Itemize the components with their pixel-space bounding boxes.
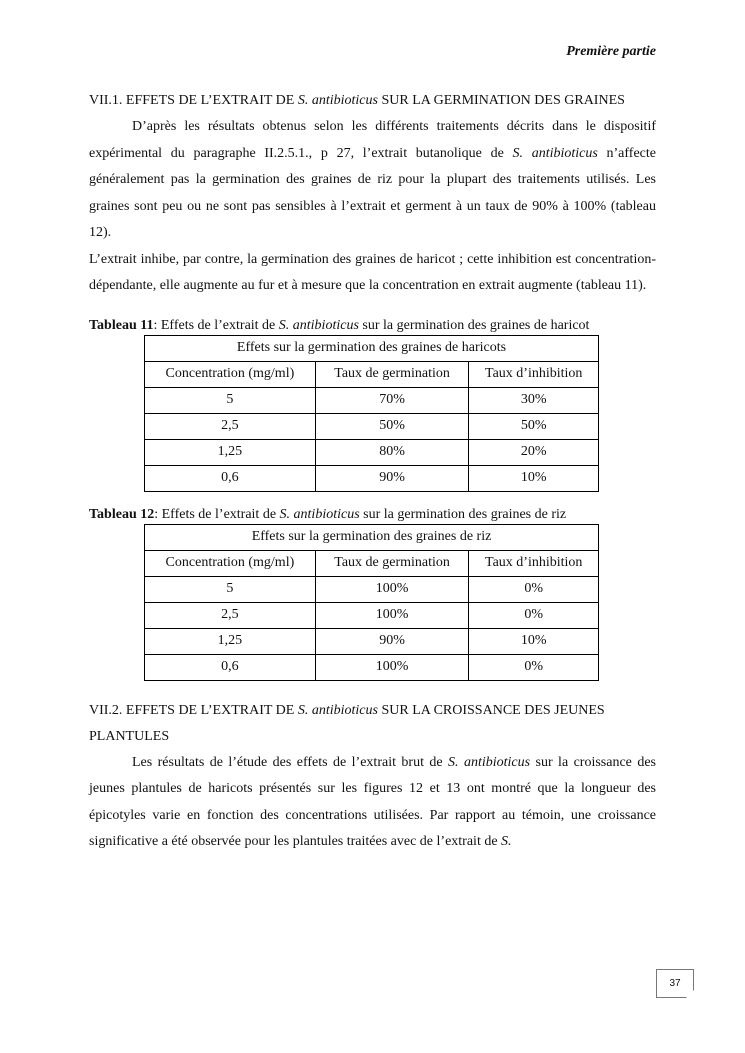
table-cell: 5 — [145, 576, 316, 602]
table-cell: 0,6 — [145, 654, 316, 680]
table-header-row — [145, 550, 599, 576]
section-title-1: VII.1. EFFETS DE L’EXTRAIT DE S. antibioticus SUR LA GERMINATION DES GRAINES — [89, 93, 625, 108]
table-cell: 0,6 — [145, 465, 316, 491]
table-header-row — [145, 361, 599, 387]
table-cell: 50% — [469, 413, 599, 439]
column-header: Concentration (mg/ml) — [145, 550, 316, 576]
table-cell: 0% — [469, 576, 599, 602]
table-row — [145, 387, 599, 413]
table-cell: 90% — [315, 628, 469, 654]
paragraph-3: Les résultats de l’étude des effets de l’extrait brut de S. antibioticus sur la croissance des jeunes plantules de haricots présentés sur les figures 12 et 13 ont montré que la longueur des épicotyles varie en fonction des concentrations utilisées. Par rapport au témoin, une croissance significative a été observée pour les plantules traitées avec de l’extrait de S. — [89, 754, 656, 849]
table-cell: 70% — [315, 387, 469, 413]
table-cell: 50% — [315, 413, 469, 439]
column-header: Taux d’inhibition — [469, 550, 599, 576]
table-11-caption: Tableau 11: Effets de l’extrait de S. antibioticus sur la germination des graines de haricot — [89, 317, 590, 333]
table-row — [145, 524, 599, 550]
table-cell: 1,25 — [145, 628, 316, 654]
running-header: Première partie — [566, 44, 656, 59]
table-cell: 100% — [315, 576, 469, 602]
table-cell: 2,5 — [145, 413, 316, 439]
table-cell: 100% — [315, 602, 469, 628]
table-cell: 10% — [469, 465, 599, 491]
page-body — [89, 88, 656, 856]
table-cell: 0% — [469, 654, 599, 680]
column-header: Taux d’inhibition — [469, 361, 599, 387]
paragraph-1: D’après les résultats obtenus selon les différents traitements décrits dans le dispositif expérimental du paragraphe II.2.5.1., p 27, l’extrait butanolique de S. antibioticus n’affecte généralement pas la germination des graines de riz pour la plupart des traitements utilisés. Les graines sont peu ou ne sont pas sensibles à l’extrait et germent à un taux de 90% à 100% (tableau 12). — [89, 119, 656, 240]
table-12 — [144, 524, 599, 681]
table-cell: 20% — [469, 439, 599, 465]
table-row — [145, 602, 599, 628]
table-cell: 10% — [469, 628, 599, 654]
column-header: Taux de germination — [315, 361, 469, 387]
table-cell: 2,5 — [145, 602, 316, 628]
section-title-2: VII.2. EFFETS DE L’EXTRAIT DE S. antibioticus SUR LA CROISSANCE DES JEUNES PLANTULES — [89, 702, 605, 744]
table-span-header: Effets sur la germination des graines de riz — [145, 524, 599, 550]
table-row — [145, 654, 599, 680]
table-12-caption: Tableau 12: Effets de l’extrait de S. antibioticus sur la germination des graines de riz — [89, 506, 567, 522]
column-header: Taux de germination — [315, 550, 469, 576]
table-row — [145, 465, 599, 491]
table-11 — [144, 335, 599, 492]
column-header: Concentration (mg/ml) — [145, 361, 316, 387]
paragraph-2: L’extrait inhibe, par contre, la germination des graines de haricot ; cette inhibition est concentration-dépendante, elle augmente au fur et à mesure que la concentration en extrait augmente (tableau 11). — [89, 251, 656, 293]
table-cell: 30% — [469, 387, 599, 413]
table-row — [145, 576, 599, 602]
table-span-header: Effets sur la germination des graines de haricots — [145, 335, 599, 361]
table-cell: 100% — [315, 654, 469, 680]
page-number: 37 — [656, 969, 694, 998]
table-cell: 1,25 — [145, 439, 316, 465]
table-cell: 90% — [315, 465, 469, 491]
table-cell: 80% — [315, 439, 469, 465]
table-row — [145, 628, 599, 654]
table-cell: 0% — [469, 602, 599, 628]
table-row — [145, 335, 599, 361]
table-row — [145, 413, 599, 439]
table-cell: 5 — [145, 387, 316, 413]
table-row — [145, 439, 599, 465]
